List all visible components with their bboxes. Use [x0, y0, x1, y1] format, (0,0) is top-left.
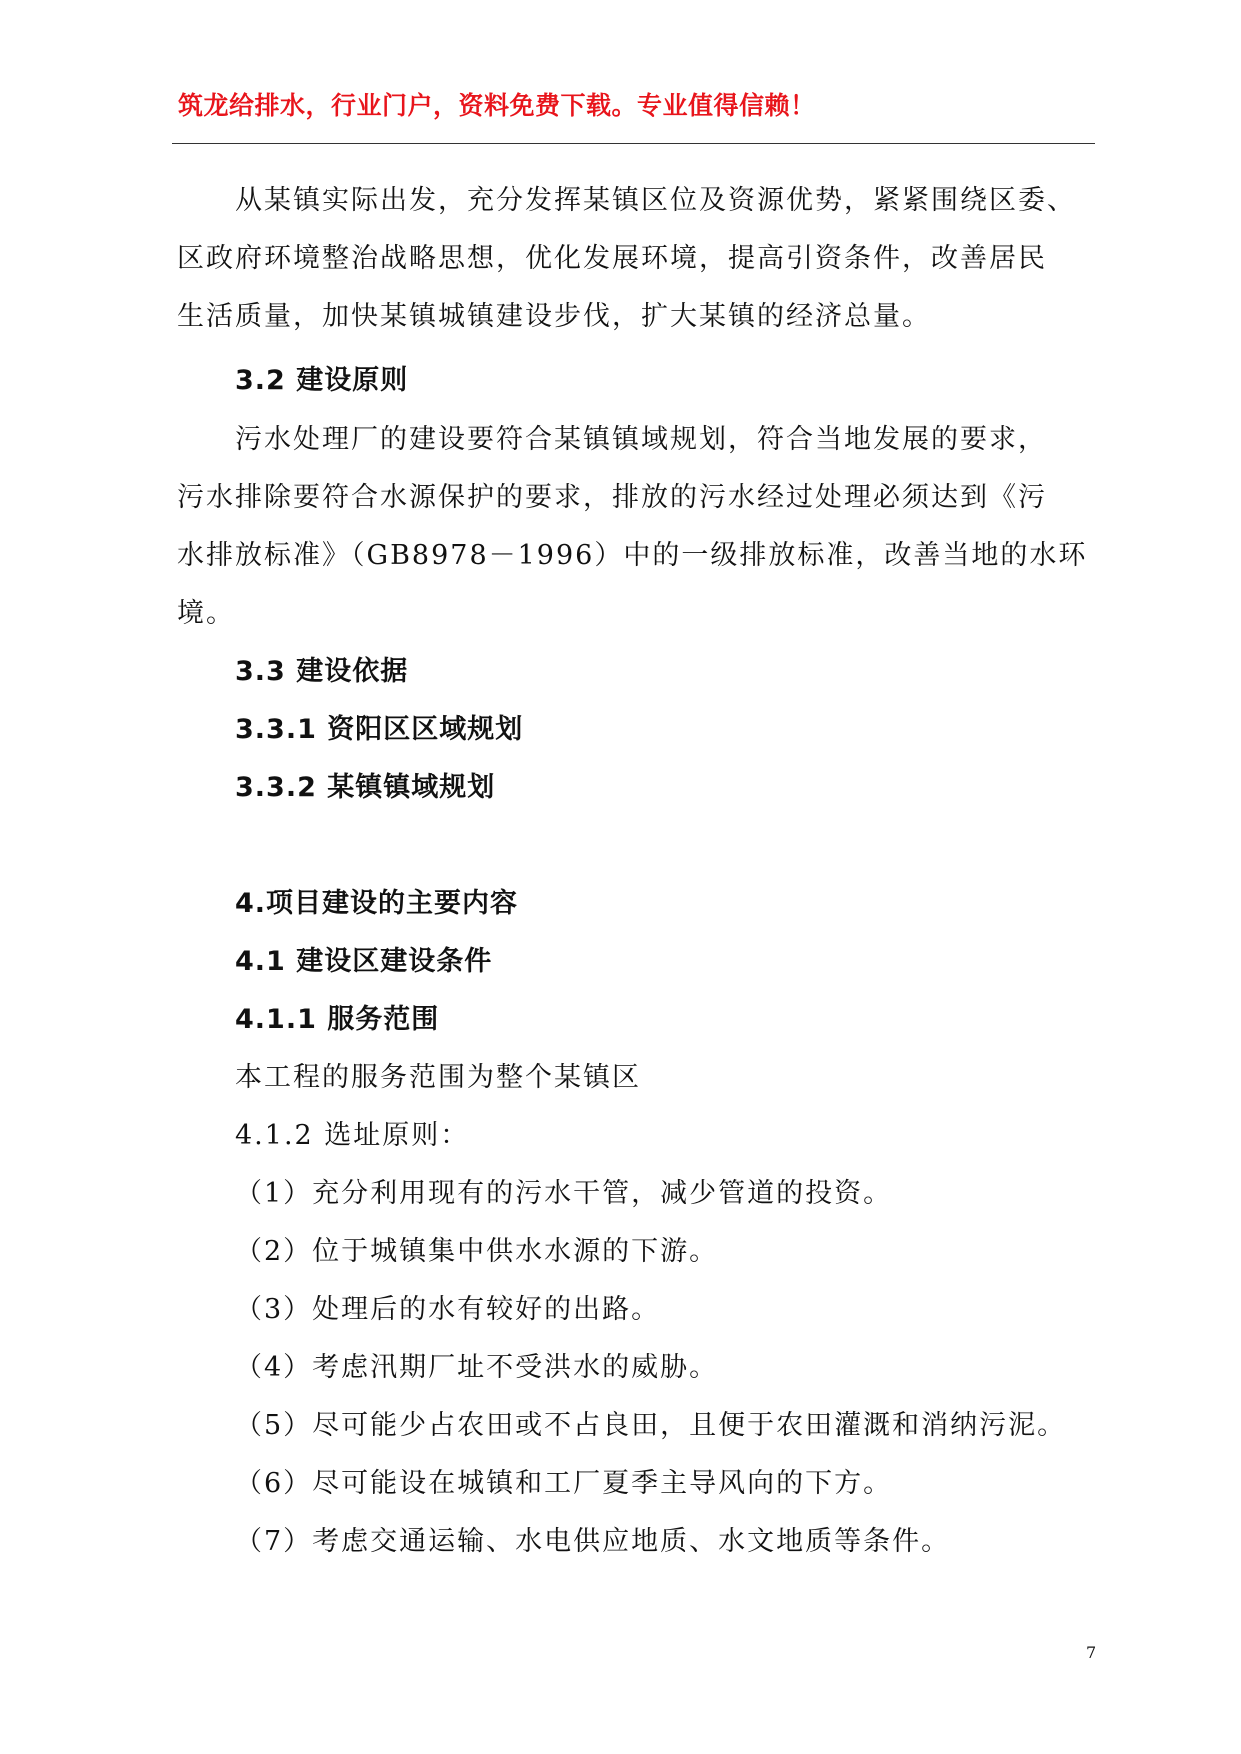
header-banner: 筑龙给排水，行业门户，资料免费下载。专业值得信赖！: [178, 91, 816, 120]
list-item: （6）尽可能设在城镇和工厂夏季主导风向的下方。: [235, 1468, 893, 1499]
paragraph-line: 境。: [177, 598, 235, 629]
section-heading-3-3-1: 3.3.1 资阳区区域规划: [235, 714, 524, 745]
paragraph-line: 污水排除要符合水源保护的要求，排放的污水经过处理必须达到《污: [177, 482, 1047, 513]
section-heading-3-2: 3.2 建设原则: [235, 365, 409, 396]
section-heading-3-3: 3.3 建设依据: [235, 656, 409, 687]
section-heading-4-1: 4.1 建设区建设条件: [235, 946, 493, 977]
list-item: （3）处理后的水有较好的出路。: [235, 1294, 661, 1325]
header-divider: [172, 143, 1095, 144]
paragraph-line: 区政府环境整治战略思想，优化发展环境，提高引资条件，改善居民: [177, 243, 1047, 274]
paragraph-line: 生活质量，加快某镇城镇建设步伐，扩大某镇的经济总量。: [177, 301, 931, 332]
section-heading-4-1-1: 4.1.1 服务范围: [235, 1004, 440, 1035]
list-item: （1）充分利用现有的污水干管，减少管道的投资。: [235, 1178, 893, 1209]
paragraph-line: 污水处理厂的建设要符合某镇镇域规划，符合当地发展的要求，: [235, 424, 1047, 455]
list-item: （2）位于城镇集中供水水源的下游。: [235, 1236, 719, 1267]
section-heading-4-1-2: 4.1.2 选址原则：: [235, 1120, 470, 1151]
page-number: 7: [1086, 1643, 1097, 1662]
paragraph-line: 水排放标准》（GB8978－1996）中的一级排放标准，改善当地的水环: [177, 540, 1088, 571]
list-item: （4）考虑汛期厂址不受洪水的威胁。: [235, 1352, 719, 1383]
list-item: （7）考虑交通运输、水电供应地质、水文地质等条件。: [235, 1526, 951, 1557]
paragraph-line: 从某镇实际出发，充分发挥某镇区位及资源优势，紧紧围绕区委、: [235, 185, 1076, 216]
section-heading-4: 4.项目建设的主要内容: [235, 888, 519, 919]
list-item: （5）尽可能少占农田或不占良田，且便于农田灌溉和消纳污泥。: [235, 1410, 1067, 1441]
section-heading-3-3-2: 3.3.2 某镇镇域规划: [235, 772, 496, 803]
paragraph-line: 本工程的服务范围为整个某镇区: [235, 1062, 641, 1093]
